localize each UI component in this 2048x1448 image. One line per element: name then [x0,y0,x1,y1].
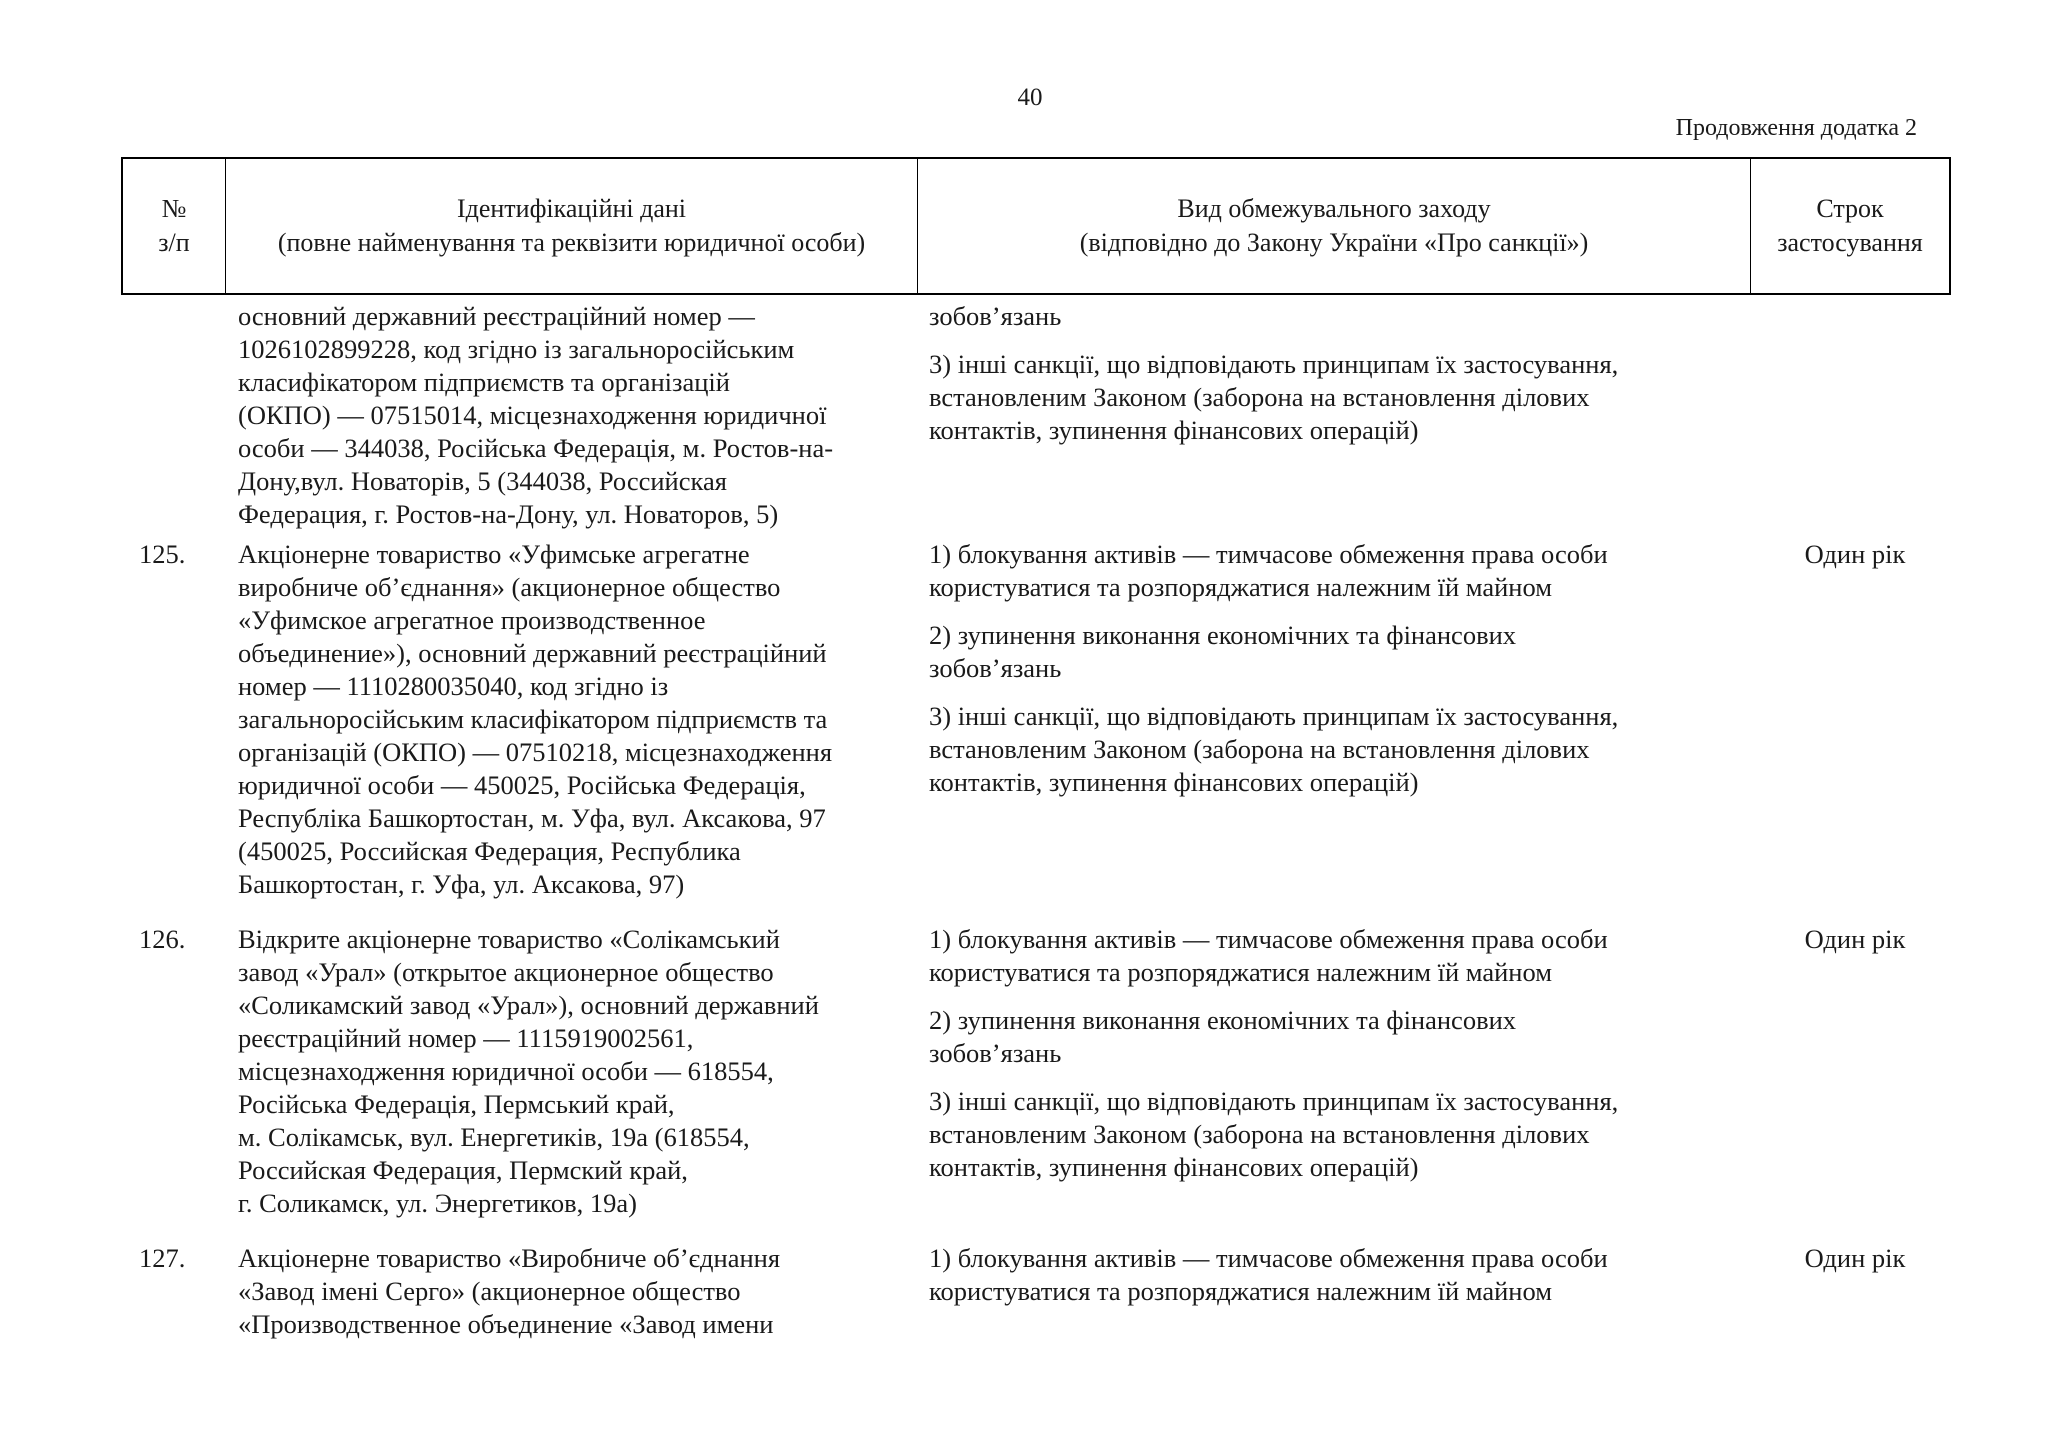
text-line: «Соликамский завод «Урал»), основний державний [238,990,819,1020]
header-term-sublabel: застосування [1777,228,1923,257]
text-line: Федерация, г. Ростов-на-Дону, ул. Новаторов, 5) [238,499,779,529]
text-line: класифікатором підприємств та організацій [238,367,730,397]
text-line: зобов’язань [929,653,1062,683]
text-line: завод «Урал» (открытое акционерное общество [238,957,774,987]
text-line: 1) блокування активів — тимчасове обмеження права особи [929,1243,1608,1273]
entry-term: Один рік [1804,539,1906,569]
text-line: номер — 1110280035040, код згідно із [238,671,669,701]
entry-sanctions [929,923,1769,1184]
header-measure-sublabel: (відповідно до Закону України «Про санкції») [1079,228,1589,257]
continuation-note: Продовження додатка 2 [1675,115,1917,141]
text-line: основний державний реєстраційний номер — [238,301,755,331]
text-line: виробниче об’єднання» (акционерное общество [238,572,781,602]
text-line: (ОКПО) — 07515014, місцезнаходження юридичної [238,400,827,430]
text-line: встановленим Законом (заборона на встановлення ділових [929,382,1590,412]
header-term-label: Строк [1816,194,1884,223]
text-line: Башкортостан, г. Уфа, ул. Аксакова, 97) [238,869,685,899]
header-measure-column [918,159,1751,293]
text-line: зобов’язань [929,1038,1062,1068]
text-line: 1) блокування активів — тимчасове обмеження права особи [929,924,1608,954]
text-line: Російська Федерація, Пермський край, [238,1089,675,1119]
entry-identification [238,538,918,901]
text-line: встановленим Законом (заборона на встановлення ділових [929,1119,1590,1149]
text-line: объединение»), основний державний реєстраційний [238,638,827,668]
text-line: контактів, зупинення фінансових операцій) [929,767,1419,797]
header-number-label: № [161,194,187,223]
entry-sanctions [929,1242,1769,1308]
text-line: Акціонерне товариство «Виробниче об’єднання [238,1243,781,1273]
text-line: м. Солікамськ, вул. Енергетиків, 19а (618554, [238,1122,750,1152]
text-line: 3) інші санкції, що відповідають принципам їх застосування, [929,349,1619,379]
text-line: користуватися та розпоряджатися належним їй майном [929,572,1552,602]
text-line: Відкрите акціонерне товариство «Солікамський [238,924,780,954]
text-line: (450025, Российская Федерация, Республика [238,836,741,866]
header-number-column [123,159,226,293]
text-line: користуватися та розпоряджатися належним їй майном [929,957,1552,987]
text-line: організацій (ОКПО) — 07510218, місцезнаходження [238,737,833,767]
text-line: загальноросійським класифікатором підприємств та [238,704,828,734]
continued-entry-sanctions [929,300,1769,447]
text-line: Республіка Башкортостан, м. Уфа, вул. Аксакова, 97 [238,803,826,833]
text-line: 3) інші санкції, що відповідають принципам їх застосування, [929,701,1619,731]
entry-number: 126. [139,924,186,954]
text-line: Акціонерне товариство «Уфимське агрегатне [238,539,750,569]
header-identification-column [226,159,918,293]
text-line: Российская Федерация, Пермский край, [238,1155,688,1185]
entry-term: Один рік [1804,1243,1906,1273]
text-line: реєстраційний номер — 1115919002561, [238,1023,694,1053]
text-line: Дону,вул. Новаторів, 5 (344038, Российская [238,466,727,496]
text-line: 1) блокування активів — тимчасове обмеження права особи [929,539,1608,569]
text-line: контактів, зупинення фінансових операцій) [929,1152,1419,1182]
text-line: користуватися та розпоряджатися належним їй майном [929,1276,1552,1306]
text-line: місцезнаходження юридичної особи — 618554, [238,1056,774,1086]
text-line: 1026102899228, код згідно із загальноросійським [238,334,795,364]
entry-term: Один рік [1804,924,1906,954]
page-number: 40 [1017,84,1043,111]
text-line: «Уфимское агрегатное производственное [238,605,706,635]
text-line: особи — 344038, Російська Федерація, м. Ростов-на- [238,433,834,463]
entry-identification [238,923,918,1220]
text-line: 2) зупинення виконання економічних та фінансових [929,1005,1517,1035]
header-identification-label: Ідентифікаційні дані [456,194,687,223]
sanction-tail: зобов’язань [929,301,1062,331]
entry-number: 125. [139,539,186,569]
text-line: г. Соликамск, ул. Энергетиков, 19а) [238,1188,637,1218]
entry-identification [238,1242,918,1341]
header-term-column [1751,159,1949,293]
entry-sanctions [929,538,1769,799]
text-line: юридичної особи — 450025, Російська Федерація, [238,770,806,800]
header-number-sublabel: з/п [158,228,190,257]
text-line: 3) інші санкції, що відповідають принципам їх застосування, [929,1086,1619,1116]
entry-number: 127. [139,1243,186,1273]
header-measure-label: Вид обмежувального заходу [1177,194,1491,223]
text-line: «Завод імені Серго» (акционерное общество [238,1276,741,1306]
text-line: 2) зупинення виконання економічних та фінансових [929,620,1517,650]
continued-entry-identification [238,300,918,531]
text-line: контактів, зупинення фінансових операцій) [929,415,1419,445]
text-line: встановленим Законом (заборона на встановлення ділових [929,734,1590,764]
table-header [121,157,1951,295]
header-identification-sublabel: (повне найменування та реквізити юридичної особи) [277,228,866,257]
text-line: «Производственное объединение «Завод имени [238,1309,774,1339]
